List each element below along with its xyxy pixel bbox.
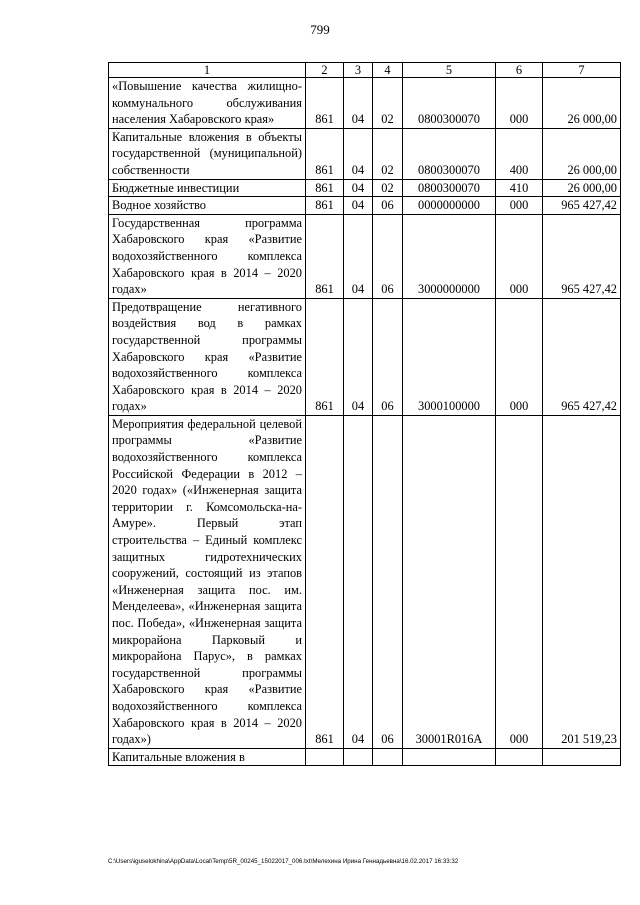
table-row [109,128,621,179]
ministry-code: 861 [306,214,344,298]
target-code: 0800300070 [403,179,496,197]
section-code: 04 [344,298,373,415]
expense-type-code: 000 [496,298,543,415]
amount: 26 000,00 [543,179,621,197]
subsection-code: 06 [373,197,403,215]
amount: 965 427,42 [543,298,621,415]
target-code [403,748,496,766]
expense-type-code: 000 [496,415,543,748]
row-description: Водное хозяйство [109,197,306,215]
header-cell: 2 [306,63,344,78]
section-code [344,748,373,766]
row-description: Бюджетные инвестиции [109,179,306,197]
table-row [109,214,621,298]
section-code: 04 [344,128,373,179]
target-code: 0800300070 [403,128,496,179]
ministry-code [306,748,344,766]
subsection-code: 06 [373,415,403,748]
expense-type-code: 000 [496,197,543,215]
subsection-code: 02 [373,78,403,129]
header-cell: 7 [543,63,621,78]
subsection-code: 02 [373,128,403,179]
row-description: Капитальные вложения в объекты государственной (муниципальной) собственности [109,128,306,179]
row-description: Предотвращение негативного воздействия вод в рамках государственной программы Хабаровского края «Развитие водохозяйственного комплекса Хабаровского края в 2014 – 2020 годах» [109,298,306,415]
header-row [109,63,621,78]
table-row [109,298,621,415]
ministry-code: 861 [306,179,344,197]
expense-type-code: 410 [496,179,543,197]
header-cell: 6 [496,63,543,78]
header-cell: 3 [344,63,373,78]
section-code: 04 [344,415,373,748]
table-row [109,179,621,197]
target-code: 3000000000 [403,214,496,298]
table-body [109,78,621,766]
expense-type-code: 400 [496,128,543,179]
section-code: 04 [344,197,373,215]
ministry-code: 861 [306,298,344,415]
page-number: 799 [310,22,330,37]
amount [543,748,621,766]
subsection-code: 06 [373,298,403,415]
amount: 965 427,42 [543,197,621,215]
subsection-code: 02 [373,179,403,197]
target-code: 30001R016A [403,415,496,748]
row-description: Капитальные вложения в [109,748,306,766]
subsection-code: 06 [373,214,403,298]
ministry-code: 861 [306,128,344,179]
section-code: 04 [344,179,373,197]
row-description: «Повышение качества жилищно-коммунального обслуживания населения Хабаровского края» [109,78,306,129]
amount: 965 427,42 [543,214,621,298]
target-code: 3000100000 [403,298,496,415]
target-code: 0000000000 [403,197,496,215]
subsection-code [373,748,403,766]
budget-table [108,62,621,766]
amount: 26 000,00 [543,78,621,129]
table-row [109,197,621,215]
header-cell: 5 [403,63,496,78]
expense-type-code [496,748,543,766]
expense-type-code: 000 [496,214,543,298]
header-cell: 1 [109,63,306,78]
table-row [109,748,621,766]
row-description: Мероприятия федеральной целевой программы «Развитие водохозяйственного комплекса Российской Федерации в 2012 – 2020 годах» («Инженерная защита территории г. Комсомольска-на-Амуре». Первый этап строительства – Единый комплекс защитных гидротехнических сооружений, состоящий из этапов «Инженерная защита пос. им. Менделеева», «Инженерная защита пос. Победа», «Инженерная защита микрорайона Парковый и микрорайона Парус», в рамках государственной программы Хабаровского края «Развитие водохозяйственного комплекса Хабаровского края в 2014 – 2020 годах») [109,415,306,748]
amount: 201 519,23 [543,415,621,748]
header-cell: 4 [373,63,403,78]
table-row [109,415,621,748]
ministry-code: 861 [306,415,344,748]
expense-type-code: 000 [496,78,543,129]
section-code: 04 [344,78,373,129]
ministry-code: 861 [306,197,344,215]
amount: 26 000,00 [543,128,621,179]
file-path-footer: C:\Users\iguselokhina\AppData\Local\Temp\5R_00245_15022017_006.txt\Мелехина Ирина Геннадьевна\16.02.2017 16:33:32 [108,858,459,865]
ministry-code: 861 [306,78,344,129]
row-description: Государственная программа Хабаровского края «Развитие водохозяйственного комплекса Хабаровского края в 2014 – 2020 годах» [109,214,306,298]
target-code: 0800300070 [403,78,496,129]
table-row [109,78,621,129]
table-header [109,63,621,78]
section-code: 04 [344,214,373,298]
